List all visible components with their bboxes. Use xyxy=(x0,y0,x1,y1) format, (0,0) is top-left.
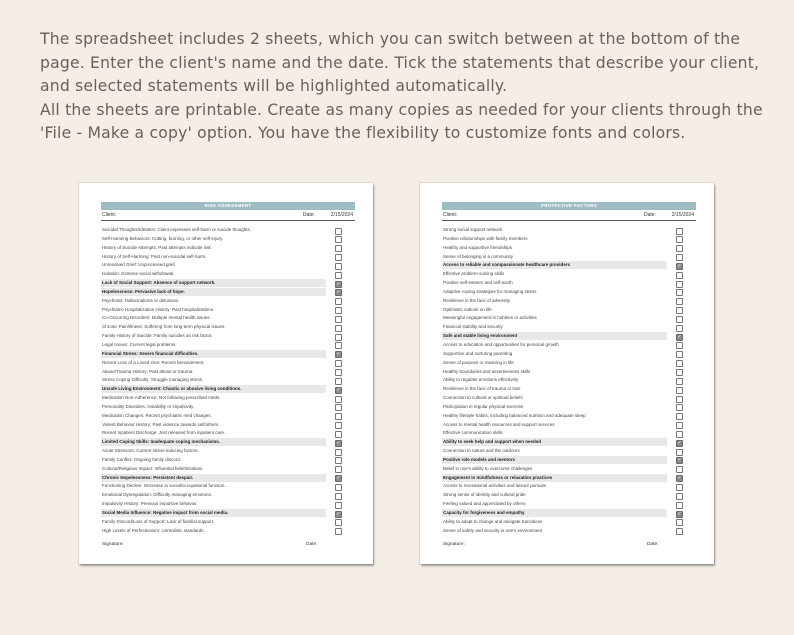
statement-row xyxy=(101,518,355,527)
statement-text: History of Suicide Attempts: Past attempts indicate risk. xyxy=(102,244,213,250)
checkbox[interactable] xyxy=(335,236,342,243)
checkbox[interactable] xyxy=(335,263,342,270)
checkbox[interactable] xyxy=(676,245,683,252)
statement-text: Resilience in the face of trauma or loss xyxy=(443,386,521,392)
statement-row xyxy=(101,297,355,306)
statement-row xyxy=(101,350,355,359)
signature-date-label: Date: xyxy=(306,541,318,547)
checkbox[interactable] xyxy=(335,466,342,473)
statement-text: Family Conflict: Ongoing family discord. xyxy=(102,456,182,462)
checkbox[interactable] xyxy=(335,307,342,314)
statement-text: Engagement in mindfulness or relaxation practices xyxy=(442,474,667,482)
checkbox[interactable] xyxy=(676,360,683,367)
checkbox-checked[interactable] xyxy=(676,440,683,447)
statement-row xyxy=(442,412,696,421)
checkbox[interactable] xyxy=(676,396,683,403)
statement-text: Recent Loss of a Loved One: Recent bereavement. xyxy=(102,359,205,365)
checkbox[interactable] xyxy=(676,316,683,323)
statement-text: History of Self-Harming: Past non-suicidal self-harm. xyxy=(102,253,207,259)
statement-text: Adaptive coping strategies for managing stress xyxy=(443,288,537,294)
checkbox[interactable] xyxy=(676,484,683,491)
checkbox[interactable] xyxy=(676,307,683,314)
statement-text: Healthy and supportive friendships xyxy=(443,244,513,250)
checkbox[interactable] xyxy=(676,422,683,429)
statement-text: Financial stability and security xyxy=(443,324,503,330)
statement-text: Impulsivity History: Previous impulsive behavior. xyxy=(102,501,198,507)
statement-row xyxy=(101,244,355,253)
checkbox[interactable] xyxy=(335,334,342,341)
statement-text: Resilience in the face of adversity xyxy=(443,297,511,303)
statement-text: Lack of Social Support: Absence of support network. xyxy=(101,279,326,287)
checkbox[interactable] xyxy=(676,236,683,243)
checkbox[interactable] xyxy=(335,342,342,349)
checkbox[interactable] xyxy=(676,351,683,358)
sheet-title: PROTECTIVE FACTORS xyxy=(442,202,696,210)
statement-text: Positive role models and mentors xyxy=(442,456,667,464)
statement-row xyxy=(101,253,355,262)
statement-row xyxy=(442,527,696,536)
statement-text: Sense of safety and security in one's environment xyxy=(443,527,543,533)
intro-paragraph-1: The spreadsheet includes 2 sheets, which you can switch between at the bottom of the page. Enter the client's name and the date. Tick the statements that describe your client, and selected statements will be highlighted automatically. xyxy=(40,30,760,96)
statement-text: Access to recreational activities and leisure pursuits xyxy=(443,483,547,489)
checkmark-icon: ✓ xyxy=(677,475,682,482)
statement-text: Abuse/Trauma History: Past abuse or trauma. xyxy=(102,368,194,374)
checkbox[interactable] xyxy=(335,519,342,526)
checkbox[interactable] xyxy=(676,281,683,288)
statement-text: Ability to adapt to change and navigate transitions xyxy=(443,518,543,524)
checkbox-checked[interactable] xyxy=(676,457,683,464)
statement-text: High Levels of Perfectionism: Unrealistic standards. xyxy=(102,527,205,533)
date-value[interactable]: 2/15/2024 xyxy=(330,212,353,218)
statement-row xyxy=(101,412,355,421)
statement-row xyxy=(101,491,355,500)
intro-paragraph-2: All the sheets are printable. Create as many copies as needed for your clients through the 'File - Make a copy' option. You have the flexibility to customize fonts and colors. xyxy=(40,100,763,143)
checkbox[interactable] xyxy=(676,466,683,473)
statement-text: Meaningful engagement in hobbies or activities xyxy=(443,315,537,321)
statement-text: Co-Occurring Disorders: Multiple mental health issues. xyxy=(102,315,211,321)
checkbox[interactable] xyxy=(676,342,683,349)
statement-text: Chronic Pain/Illness: Suffering from long-term physical issues. xyxy=(102,324,226,330)
checkbox[interactable] xyxy=(676,431,683,438)
statement-text: Ability to regulate emotions effectively xyxy=(443,377,519,383)
statement-row xyxy=(101,376,355,385)
statement-row xyxy=(442,403,696,412)
statement-row xyxy=(101,341,355,350)
statement-row xyxy=(442,341,696,350)
statement-text: Access to reliable and compassionate healthcare providers xyxy=(442,261,667,269)
statement-row xyxy=(101,306,355,315)
checkbox[interactable] xyxy=(335,528,342,535)
checkbox-checked[interactable] xyxy=(335,387,342,394)
statement-text: Effective problem-solving skills xyxy=(443,271,505,277)
checkbox[interactable] xyxy=(676,493,683,500)
checkbox[interactable] xyxy=(676,519,683,526)
statement-text: Functioning Decline: Decrease in social/occupational function. xyxy=(102,483,226,489)
statement-row xyxy=(101,509,355,518)
statement-row xyxy=(442,279,696,288)
statement-text: Family Discord/Loss of Support: Lack of familial support. xyxy=(102,518,215,524)
checkmark-icon: ✓ xyxy=(336,386,341,393)
statement-row xyxy=(442,244,696,253)
statement-text: Personality Disorders: Instability or impulsivity. xyxy=(102,403,195,409)
date-value[interactable]: 2/15/2024 xyxy=(671,212,694,218)
checkbox[interactable] xyxy=(676,272,683,279)
signature-date-label: Date: xyxy=(647,541,659,547)
statement-row xyxy=(101,447,355,456)
checkmark-icon: ✓ xyxy=(677,510,682,517)
checkmark-icon: ✓ xyxy=(336,439,341,446)
checkmark-icon: ✓ xyxy=(336,475,341,482)
checkbox-checked[interactable] xyxy=(335,281,342,288)
statement-row xyxy=(442,270,696,279)
statement-row xyxy=(442,297,696,306)
statement-row xyxy=(101,279,355,288)
statement-row xyxy=(442,394,696,403)
statement-text: Optimistic outlook on life xyxy=(443,306,492,312)
statement-text: Financial Stress: Severe financial difficulties. xyxy=(101,350,326,358)
statement-text: Supportive and nurturing parenting xyxy=(443,350,513,356)
statement-text: Sense of purpose or meaning in life xyxy=(443,359,514,365)
checkbox[interactable] xyxy=(676,228,683,235)
checkbox-checked[interactable] xyxy=(676,475,683,482)
statement-row xyxy=(442,465,696,474)
statement-row xyxy=(442,235,696,244)
statement-row xyxy=(101,465,355,474)
statement-row xyxy=(101,500,355,509)
statement-row xyxy=(442,332,696,341)
statement-row xyxy=(442,261,696,270)
checkmark-icon: ✓ xyxy=(677,457,682,464)
statement-row xyxy=(442,385,696,394)
statement-text: Strong social support network xyxy=(443,227,503,232)
checkbox[interactable] xyxy=(335,422,342,429)
checkbox[interactable] xyxy=(335,413,342,420)
checkmark-icon: ✓ xyxy=(336,289,341,296)
statement-row xyxy=(442,323,696,332)
statement-row xyxy=(101,456,355,465)
statement-text: Medication Changes: Recent psychiatric med changes. xyxy=(102,412,212,418)
statement-text: Belief in one's ability to overcome challenges xyxy=(443,465,533,471)
statement-row xyxy=(442,350,696,359)
checkbox[interactable] xyxy=(335,484,342,491)
statement-text: Stress Coping Difficulty: Struggle managing stress. xyxy=(102,377,204,383)
statement-row xyxy=(101,332,355,341)
checkmark-icon: ✓ xyxy=(677,439,682,446)
statement-row xyxy=(442,306,696,315)
statement-text: Unresolved Grief: Unprocessed grief. xyxy=(102,262,177,268)
statement-text: Family History of Suicide: Family suicides as risk factor. xyxy=(102,333,213,339)
checkbox[interactable] xyxy=(335,457,342,464)
checkmark-icon: ✓ xyxy=(677,262,682,269)
statement-text: Healthy lifestyle habits, including balanced nutrition and adequate sleep xyxy=(443,412,586,418)
intro-text xyxy=(40,28,770,146)
statement-row xyxy=(442,421,696,430)
statement-text: Strong sense of identity and cultural pride xyxy=(443,492,526,498)
checkbox[interactable] xyxy=(335,228,342,235)
checkbox[interactable] xyxy=(676,325,683,332)
statement-text: Social Media Influence: Negative impact from social media. xyxy=(101,509,326,517)
checkbox[interactable] xyxy=(335,245,342,252)
signature-row xyxy=(101,538,355,548)
checkbox-checked[interactable] xyxy=(676,263,683,270)
checkbox[interactable] xyxy=(676,404,683,411)
statement-text: Capacity for forgiveness and empathy xyxy=(442,509,667,517)
statement-row xyxy=(101,288,355,297)
statement-row xyxy=(442,518,696,527)
checkbox[interactable] xyxy=(676,289,683,296)
statement-text: Psychiatric Hospitalization History: Past hospitalizations. xyxy=(102,306,215,312)
statement-row xyxy=(442,253,696,262)
statement-text: Self-Harming Behaviors: Cutting, burning, or other self-injury. xyxy=(102,235,224,241)
signature-label: Signature: xyxy=(443,541,465,547)
checkbox[interactable] xyxy=(676,387,683,394)
client-label: Client: xyxy=(102,212,117,218)
statement-text: Limited Coping Skills: Inadequate coping mechanisms. xyxy=(101,438,326,446)
checkbox[interactable] xyxy=(335,298,342,305)
statement-text: Participation in regular physical exercise xyxy=(443,403,524,409)
statement-row xyxy=(101,261,355,270)
statement-row xyxy=(101,482,355,491)
checkmark-icon: ✓ xyxy=(677,333,682,340)
statement-row xyxy=(442,491,696,500)
statement-text: Violent Behavior History: Past violence towards self/others. xyxy=(102,421,220,427)
statement-row xyxy=(101,226,355,235)
statement-text: Legal Issues: Current legal problems. xyxy=(102,341,177,347)
statement-row xyxy=(101,474,355,483)
checkbox[interactable] xyxy=(676,378,683,385)
statement-text: Suicidal Thoughts/Ideation: Client expresses self-harm or suicide thoughts. xyxy=(102,227,251,232)
statement-row xyxy=(101,385,355,394)
client-date-row xyxy=(442,210,696,221)
checkbox-checked[interactable] xyxy=(335,511,342,518)
statement-text: Emotional Dysregulation: Difficulty managing emotions. xyxy=(102,492,212,498)
statement-row xyxy=(101,403,355,412)
checkmark-icon: ✓ xyxy=(336,351,341,358)
checkbox[interactable] xyxy=(335,502,342,509)
checkbox[interactable] xyxy=(335,325,342,332)
checkbox[interactable] xyxy=(676,369,683,376)
checkbox[interactable] xyxy=(335,404,342,411)
statement-text: Acute Stressors: Current stress-inducing factors. xyxy=(102,448,199,454)
checkmark-icon: ✓ xyxy=(336,280,341,287)
checkbox[interactable] xyxy=(335,369,342,376)
statement-text: Positive relationships with family members xyxy=(443,235,528,241)
statement-text: Hopelessness: Pervasive lack of hope. xyxy=(101,288,326,296)
statement-text: Psychosis: Hallucinations or delusions. xyxy=(102,297,180,303)
client-date-row xyxy=(101,210,355,221)
statement-text: Unsafe Living Environment: Chaotic or abusive living conditions. xyxy=(101,385,326,393)
statement-row xyxy=(101,314,355,323)
checkbox[interactable] xyxy=(676,528,683,535)
sheet-title: RISK ASSESSMENT xyxy=(101,202,355,210)
checkbox-checked[interactable] xyxy=(335,351,342,358)
statement-row xyxy=(442,429,696,438)
checkbox[interactable] xyxy=(335,378,342,385)
statement-text: Recent Inpatient Discharge: Just released from inpatient care. xyxy=(102,430,226,436)
statement-text: Ability to seek help and support when needed xyxy=(442,438,667,446)
statement-text: Isolation: Extreme social withdrawal. xyxy=(102,271,175,277)
statement-row xyxy=(442,226,696,235)
checkbox[interactable] xyxy=(335,360,342,367)
statement-text: Access to mental health resources and support services xyxy=(443,421,555,427)
checkbox[interactable] xyxy=(335,254,342,261)
statement-row xyxy=(442,376,696,385)
risk-assessment-sheet xyxy=(79,183,373,564)
statement-row xyxy=(442,474,696,483)
statement-row xyxy=(101,270,355,279)
statement-text: Access to education and opportunities for personal growth xyxy=(443,341,559,347)
statement-text: Sense of belonging in a community xyxy=(443,253,514,259)
statement-row xyxy=(101,359,355,368)
statement-text: Feeling valued and appreciated by others xyxy=(443,501,526,507)
date-label: Date: xyxy=(303,212,315,218)
statement-row xyxy=(442,509,696,518)
statement-text: Connection to nature and the outdoors xyxy=(443,448,520,454)
client-label: Client: xyxy=(443,212,458,218)
signature-label: Signature: xyxy=(102,541,124,547)
statement-text: Safe and stable living environment xyxy=(442,332,667,340)
statement-row xyxy=(442,314,696,323)
checkbox-checked[interactable] xyxy=(335,440,342,447)
checkbox[interactable] xyxy=(335,449,342,456)
checkbox[interactable] xyxy=(676,413,683,420)
checkbox-checked[interactable] xyxy=(335,475,342,482)
statement-row xyxy=(442,456,696,465)
statement-row xyxy=(101,394,355,403)
checkbox-checked[interactable] xyxy=(676,511,683,518)
statement-row xyxy=(101,323,355,332)
statement-row xyxy=(442,368,696,377)
signature-row xyxy=(442,538,696,548)
checkbox[interactable] xyxy=(335,493,342,500)
statement-text: Positive self-esteem and self-worth xyxy=(443,280,513,286)
statement-row xyxy=(442,500,696,509)
statement-row xyxy=(101,421,355,430)
checkmark-icon: ✓ xyxy=(336,510,341,517)
statement-text: Connection to cultural or spiritual beliefs xyxy=(443,395,523,401)
protective-statement-list xyxy=(442,226,696,536)
date-label: Date: xyxy=(644,212,656,218)
checkbox[interactable] xyxy=(676,298,683,305)
checkbox[interactable] xyxy=(335,431,342,438)
statement-row xyxy=(442,482,696,491)
statement-row xyxy=(101,527,355,536)
checkbox[interactable] xyxy=(335,316,342,323)
statement-text: Healthy boundaries and assertiveness skills xyxy=(443,368,531,374)
statement-text: Chronic Hopelessness: Persistent despair. xyxy=(101,474,326,482)
statement-row xyxy=(101,368,355,377)
statement-row xyxy=(442,438,696,447)
statement-row xyxy=(101,438,355,447)
checkbox[interactable] xyxy=(676,449,683,456)
protective-factors-sheet xyxy=(420,183,714,564)
statement-row xyxy=(442,359,696,368)
checkbox[interactable] xyxy=(335,272,342,279)
checkbox[interactable] xyxy=(676,502,683,509)
statement-row xyxy=(101,429,355,438)
statement-row xyxy=(442,447,696,456)
statement-text: Cultural/Religious Impact: Influential beliefs/values. xyxy=(102,465,204,471)
checkbox[interactable] xyxy=(676,254,683,261)
statement-text: Effective communication skills xyxy=(443,430,503,436)
statement-text: Medication Non-Adherence: Not following prescribed meds. xyxy=(102,395,221,401)
checkbox[interactable] xyxy=(335,396,342,403)
statement-row xyxy=(101,235,355,244)
checkbox-checked[interactable] xyxy=(335,289,342,296)
risk-statement-list xyxy=(101,226,355,536)
checkbox-checked[interactable] xyxy=(676,334,683,341)
statement-row xyxy=(442,288,696,297)
